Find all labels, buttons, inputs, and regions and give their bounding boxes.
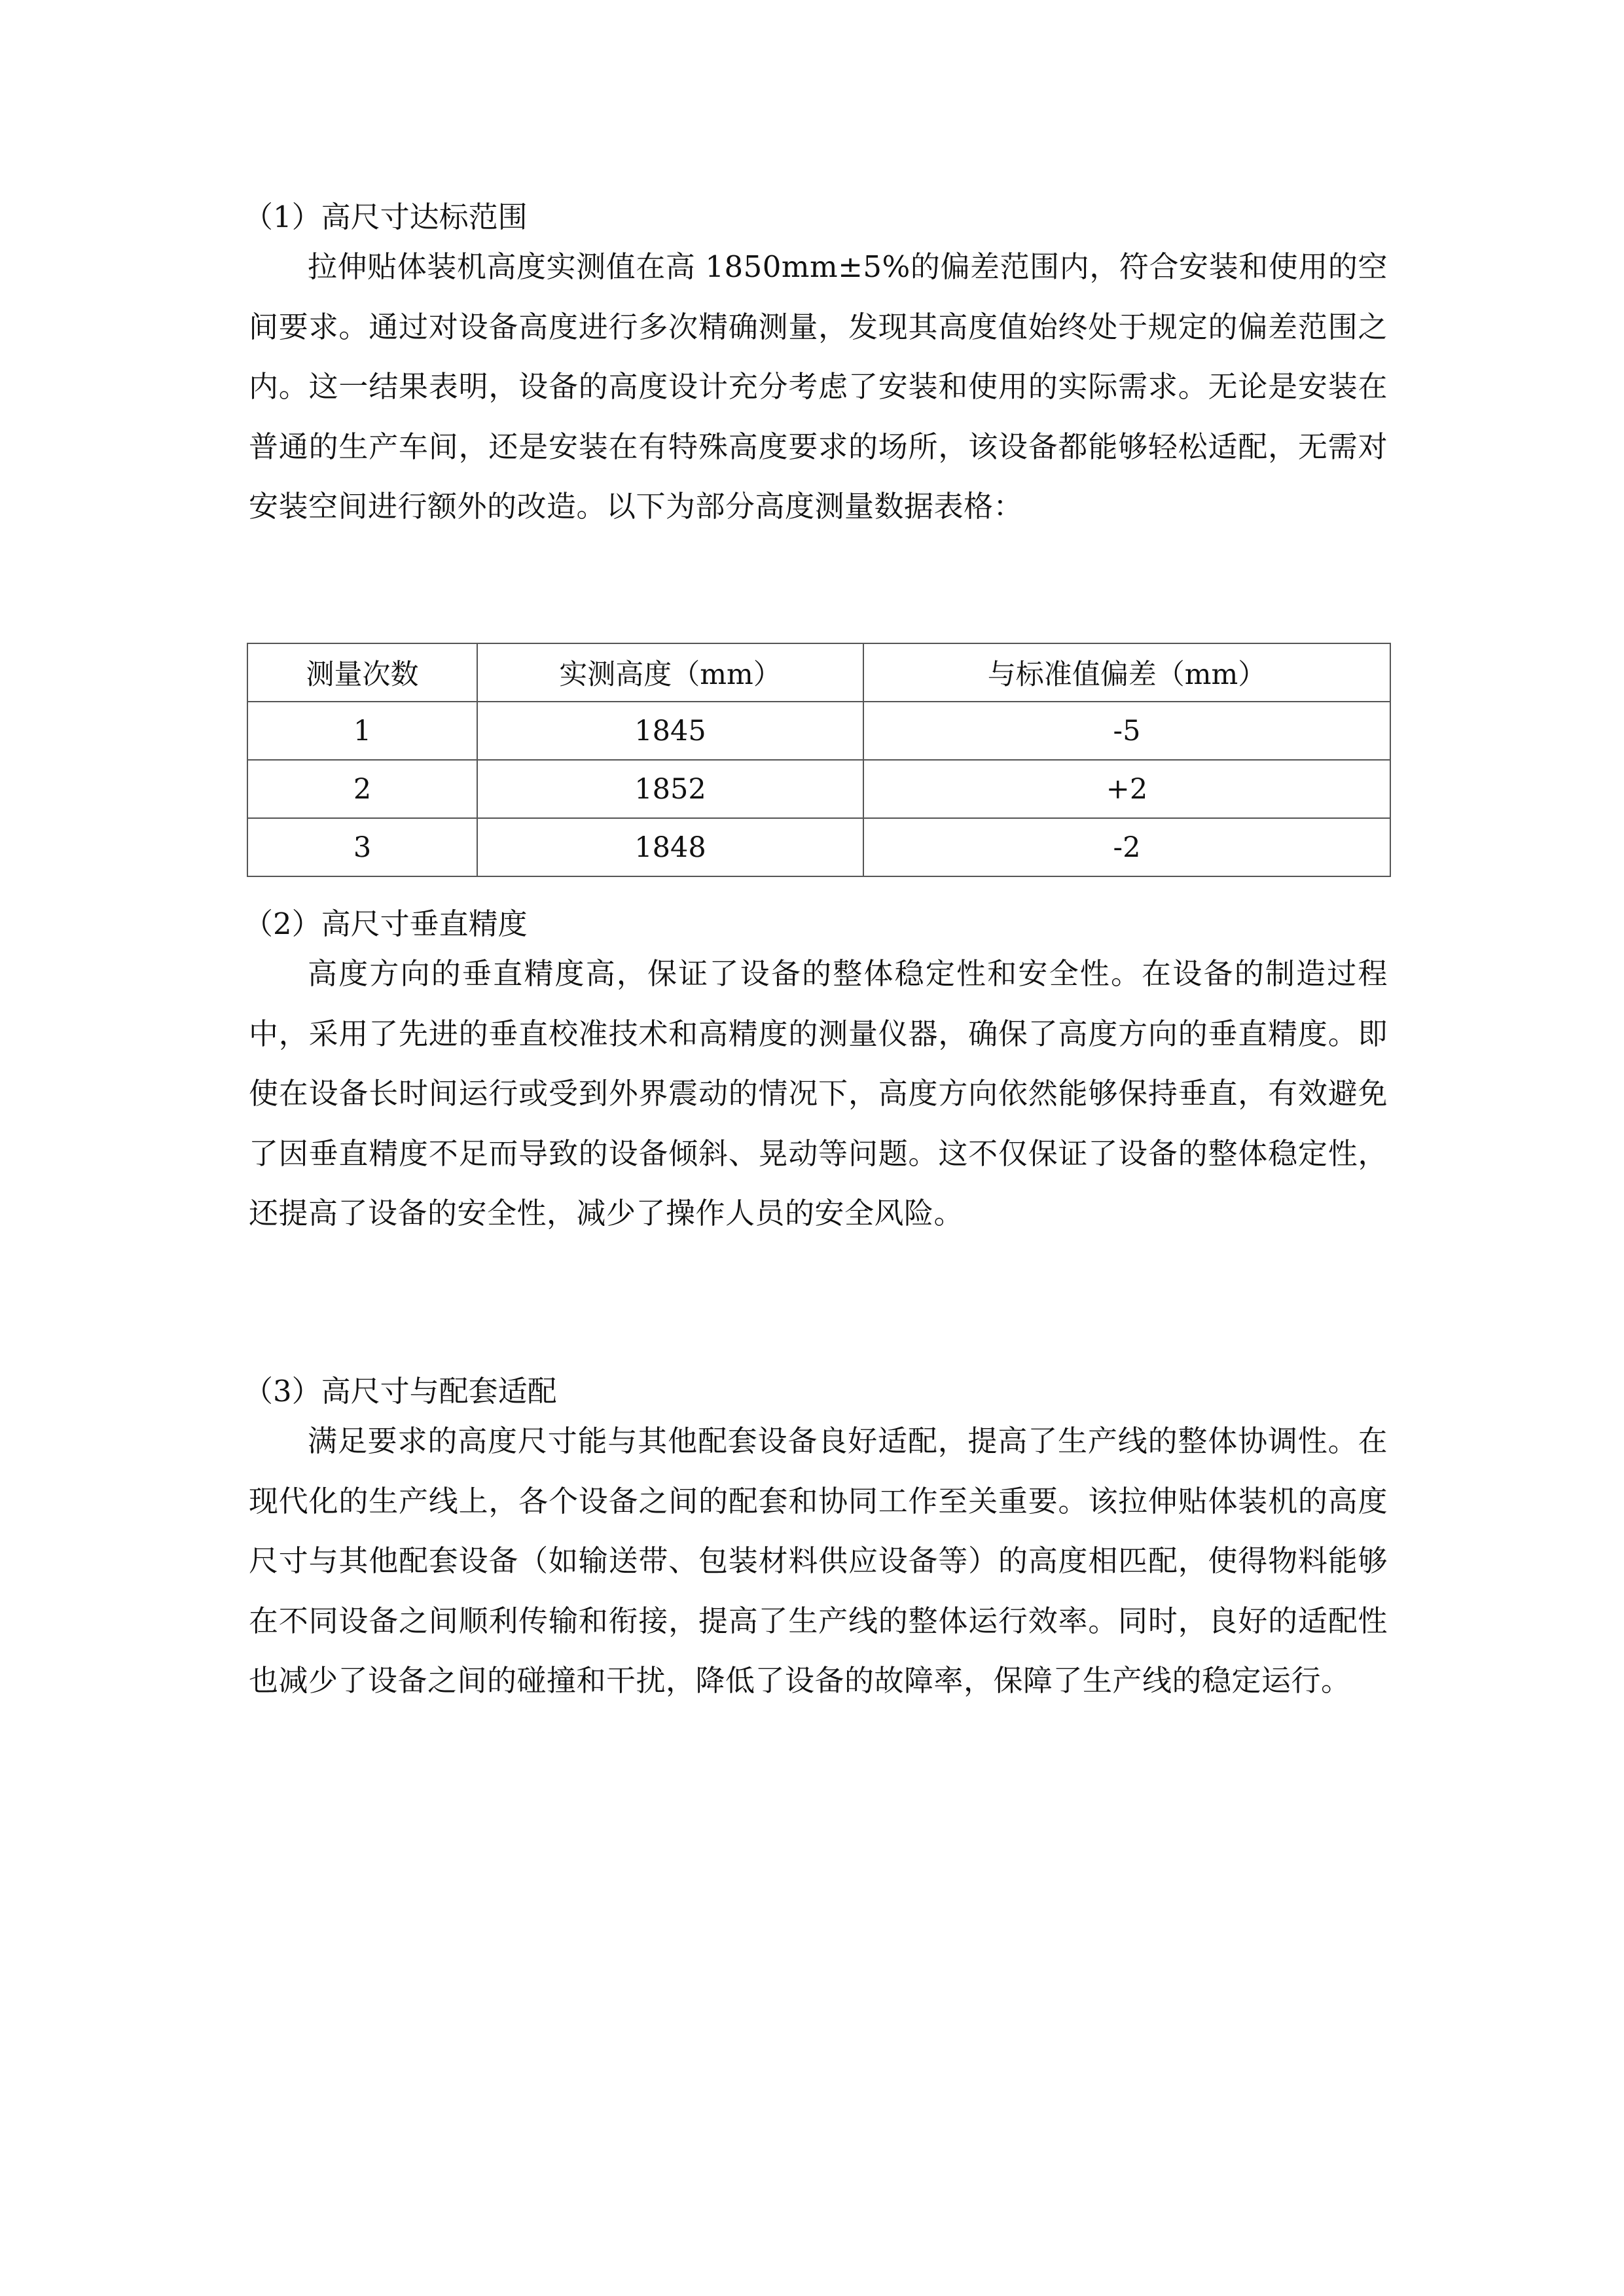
table-cell: 1845 bbox=[477, 702, 863, 760]
section-1-heading: （1）高尺寸达标范围 bbox=[244, 200, 528, 234]
table-cell: 1 bbox=[247, 702, 477, 760]
table-header-cell: 测量次数 bbox=[247, 643, 477, 702]
table-cell: 1848 bbox=[477, 818, 863, 876]
table-cell: 1852 bbox=[477, 760, 863, 818]
table-header-cell: 实测高度（mm） bbox=[477, 643, 863, 702]
table-cell: 3 bbox=[247, 818, 477, 876]
height-measurement-table bbox=[247, 643, 1391, 877]
section-3-paragraph: 满足要求的高度尺寸能与其他配套设备良好适配，提高了生产线的整体协调性。在现代化的生产线上，各个设备之间的配套和协同工作至关重要。该拉伸贴体装机的高度尺寸与其他配套设备（如输送带、包装材料供应设备等）的高度相匹配，使得物料能够在不同设备之间顺利传输和衔接，提高了生产线的整体运行效率。同时，良好的适配性也减少了设备之间的碰撞和干扰，降低了设备的故障率，保障了生产线的稳定运行。 bbox=[249, 1424, 1388, 1698]
table-row bbox=[247, 818, 1390, 876]
section-3-heading: （3）高尺寸与配套适配 bbox=[244, 1374, 557, 1408]
table-cell: -2 bbox=[863, 818, 1390, 876]
table-header-row bbox=[247, 643, 1390, 702]
table-row bbox=[247, 760, 1390, 818]
section-1-paragraph: 拉伸贴体装机高度实测值在高 1850mm±5%的偏差范围内，符合安装和使用的空间要求。通过对设备高度进行多次精确测量，发现其高度值始终处于规定的偏差范围之内。这一结果表明，设备的高度设计充分考虑了安装和使用的实际需求。无论是安装在普通的生产车间，还是安装在有特殊高度要求的场所，该设备都能够轻松适配，无需对安装空间进行额外的改造。以下为部分高度测量数据表格： bbox=[249, 249, 1388, 524]
table-header-cell: 与标准值偏差（mm） bbox=[863, 643, 1390, 702]
table-cell: +2 bbox=[863, 760, 1390, 818]
section-2-paragraph: 高度方向的垂直精度高，保证了设备的整体稳定性和安全性。在设备的制造过程中，采用了先进的垂直校准技术和高精度的测量仪器，确保了高度方向的垂直精度。即使在设备长时间运行或受到外界震动的情况下，高度方向依然能够保持垂直，有效避免了因垂直精度不足而导致的设备倾斜、晃动等问题。这不仅保证了设备的整体稳定性，还提高了设备的安全性，减少了操作人员的安全风险。 bbox=[249, 956, 1388, 1230]
table-cell: -5 bbox=[863, 702, 1390, 760]
section-2-heading: （2）高尺寸垂直精度 bbox=[244, 906, 528, 941]
table-cell: 2 bbox=[247, 760, 477, 818]
table-row bbox=[247, 702, 1390, 760]
